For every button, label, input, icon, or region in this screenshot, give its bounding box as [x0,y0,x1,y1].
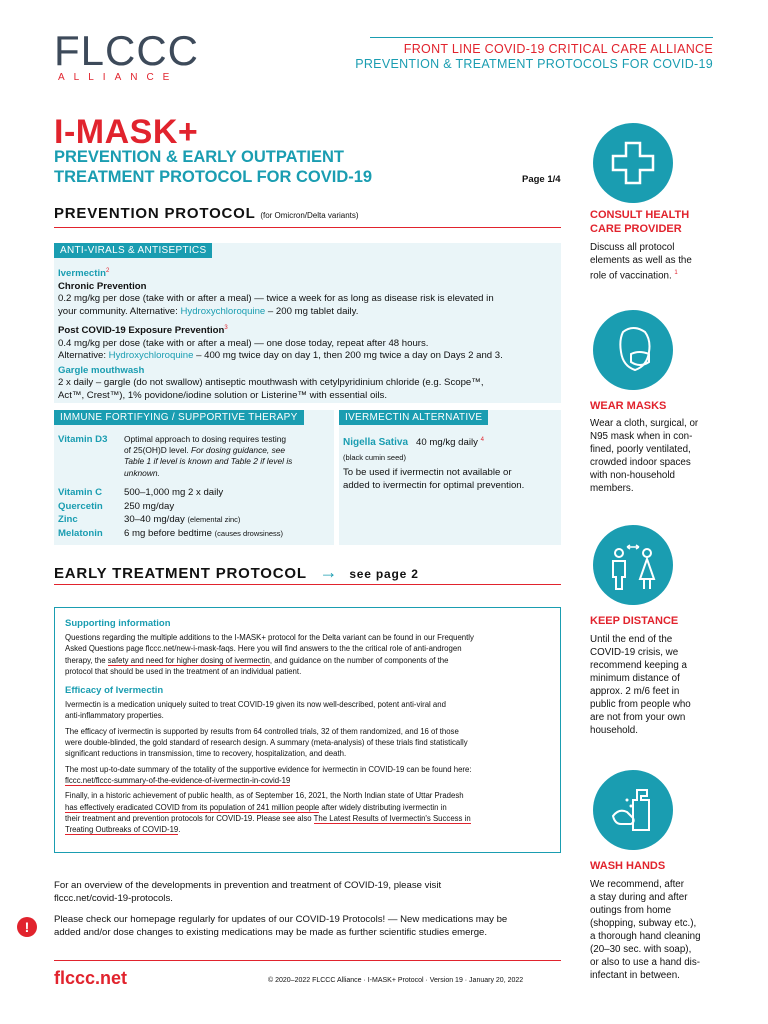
distance-line: household. [590,725,638,736]
chronic-line2a: your community. Alternative: [58,305,181,317]
trials-paragraph [65,726,555,760]
update-note [54,913,507,939]
masks-text [590,417,750,495]
distance-text [590,633,750,737]
arrow-right-icon: → [319,562,339,582]
p3-line1: The efficacy of ivermectin is supported by results from 64 controlled trials, 32 of them randomized, and 16 of those [65,726,459,736]
distance-heading: KEEP DISTANCE [590,615,679,627]
logo-subtitle: ALLIANCE [58,72,179,83]
supporting-info-paragraph [65,632,555,677]
efficacy-paragraph [65,699,555,722]
supporting-info-content [65,618,555,835]
header-divider [370,37,713,38]
supplement-row [58,513,332,527]
masks-line: members. [590,483,634,494]
efficacy-heading: Efficacy of Ivermectin [65,685,164,697]
wash-line: We recommend, after [590,879,685,890]
prevention-divider [54,227,561,228]
chronic-line2b: – 200 mg tablet daily. [265,305,359,317]
immune-panel [54,410,334,545]
supplement-list [58,486,332,540]
supplement-name: Zinc [58,514,78,525]
consult-line: role of vaccination. [590,270,672,282]
consult-line: elements as well as the [590,255,692,266]
wash-line: (shopping, subway etc.), [590,918,697,929]
consult-line: Discuss all protocol [590,242,675,253]
early-divider [54,584,561,585]
alternative-panel [339,410,561,545]
wash-line: infectant in between. [590,970,680,981]
safety-link[interactable]: safety and need for higher dosing of ivermectin [107,655,270,665]
doc-series: PREVENTION & TREATMENT PROTOCOLS FOR COVID-19 [355,57,713,71]
post-line1: 0.4 mg/kg per dose (take with or after a meal) — one dose today, repeat after 48 hours. [58,337,429,349]
wash-line: (20–30 sec. with soap), [590,944,692,955]
supplement-row [58,527,332,541]
update-line1: Please check our homepage regularly for updates of our COVID-19 Protocols! — New medications may be [54,914,508,925]
vitamin-d3-text [124,434,330,479]
chronic-line1: 0.2 mg/kg per dose (take with or after a meal) — twice a week for as long as disease risk is elevated in [58,293,494,305]
post-label-text: Post COVID-19 Exposure Prevention [58,325,225,337]
wash-line: outings from home [590,905,672,916]
p5-line4b: . [178,825,181,835]
consult-text [590,241,750,282]
post-alt-drug: Hydroxychloroquine [108,350,194,362]
supplement-dose: 30–40 mg/day [124,514,185,525]
vitd-line2 [124,445,330,456]
eradicated-link[interactable]: has effectively eradicated COVID from its population of 241 million people [65,802,320,812]
p5-line2b: after widely distributing ivermectin in [319,802,447,812]
post-line2a: Alternative: [58,350,109,362]
p1-line3a: therapy, the [65,655,108,665]
face-mask-icon [593,310,673,390]
antivirals-bar: ANTI-VIRALS & ANTISEPTICS [54,243,212,258]
prevention-heading-text: PREVENTION PROTOCOL [54,205,256,222]
supporting-info-box [54,607,561,853]
alt-line1: To be used if ivermectin not available or [343,467,512,479]
distance-line: recommend keeping a [590,660,687,671]
consult-heading [590,208,689,236]
gargle-label: Gargle mouthwash [58,364,145,376]
vitd-line4: unknown. [124,467,160,478]
vitd-line2a: of 25(OH)D level. [124,445,189,456]
post-line2 [58,350,558,363]
distance-line: approx. 2 m/6 feet in [590,686,680,697]
supporting-info-heading: Supporting information [65,618,171,629]
supplement-name: Vitamin C [58,487,103,498]
consult-title-line1: CONSULT HEALTH [590,209,690,221]
page-subtitle-line2: TREATMENT PROTOCOL FOR COVID-19 [54,168,373,186]
wash-text [590,878,750,982]
p5-line3a: their treatment and prevention protocols for COVID-19. Please see also [65,813,314,823]
page-title: I-MASK+ [54,113,199,151]
p3-line3: significant reductions in transmission, time to recovery, hospitalization, and death. [65,749,347,759]
update-line2: added and/or dose changes to existing medications may be made as further scientific studies emerge. [54,927,488,938]
p1-line3 [65,655,555,666]
consult-ref: 1 [674,270,678,276]
supplement-name: Quercetin [58,500,103,512]
supplement-note: (elemental zinc) [187,515,241,524]
early-treatment-heading [54,562,419,583]
alternative-bar: IVERMECTIN ALTERNATIVE [339,410,488,425]
overview-line1: For an overview of the developments in prevention and treatment of COVID-19, please visit [54,880,442,891]
chronic-line2 [58,306,558,319]
antivirals-content [58,265,558,402]
medical-cross-icon [593,123,673,203]
antivirals-panel [54,243,561,403]
page-subtitle-line1: PREVENTION & EARLY OUTPATIENT [54,148,345,166]
supplement-row [58,500,332,514]
latest-results-link-cont[interactable]: Treating Outbreaks of COVID-19 [65,825,179,835]
supplement-row [58,486,332,500]
prevention-heading [54,205,359,222]
logo [54,27,200,74]
distance-line: are not from your own [590,712,686,723]
alt-line2: added to ivermectin for optimal prevention. [343,479,525,491]
p2-line1: Ivermectin is a medication uniquely suited to treat COVID-19 given its now well-described, potent anti-viral and [65,700,446,710]
wash-line: a thorough hand cleaning [590,931,701,942]
uttar-pradesh-paragraph [65,790,555,835]
p3-line2: were double-blinded, the gold standard of research design. A summary (meta-analysis) of these trials find statistically [65,738,468,748]
supplement-name: Melatonin [58,527,103,539]
vitamin-d3-label: Vitamin D3 [58,434,108,445]
logo-text: FLCCC [54,27,200,74]
p1-line1: Questions regarding the multiple additions to the I-MASK+ protocol for the Delta variant can be found in our Frequently [65,633,474,642]
nigella-label: Nigella Sativa [343,437,409,449]
summary-paragraph [65,764,555,787]
distance-line: public from people who [590,699,691,710]
early-heading-text: EARLY TREATMENT PROTOCOL [54,565,307,582]
wash-heading: WASH HANDS [590,860,666,872]
p1-line4: protocol that should be used in the treatment of an individual patient. [65,666,302,676]
distance-line: Until the end of the [590,634,673,645]
supplement-dose: 500–1,000 mg 2 x daily [124,487,224,498]
gargle-line1: 2 x daily – gargle (do not swallow) antiseptic mouthwash with cetylpyridinium chloride (e.g. Scope™, [58,377,484,389]
wash-line: a stay during and after [590,892,688,903]
wash-hands-icon [593,770,673,850]
supplement-note: (causes drowsiness) [214,528,284,538]
masks-line: with non-household [590,470,675,481]
post-label [58,322,558,338]
distance-people-icon [593,525,673,605]
masks-line: fined, poorly ventilated, [590,444,691,455]
p2-line2: anti-inflammatory properties. [65,711,164,721]
masks-line: crowded indoor spaces [590,457,691,468]
p1-line3b: , and guidance on the number of components of the [269,655,449,665]
wash-line: or also to use a hand dis- [590,957,701,968]
consult-title-line2: CARE PROVIDER [590,223,682,235]
p5-line1: Finally, in a historic achievement of public health, as of September 16, 2021, the North Indian state of Uttar Pradesh [65,791,464,801]
distance-line: minimum distance of [590,673,680,684]
summary-link[interactable]: flccc.net/flccc-summary-of-the-evidence-of-ivermectin-in-covid-19 [65,775,291,785]
masks-line: N95 mask when in con- [590,431,693,442]
protocols-link[interactable]: flccc.net/covid-19-protocols. [54,893,173,904]
p1-line2: Asked Questions page flccc.net/new-i-mask-faqs. Here you will find answers to the the critical role of anti-androgen [65,644,462,654]
chronic-alt-drug: Hydroxychloroquine [180,305,266,317]
supplement-dose: 6 mg before bedtime [124,527,212,539]
alternative-content [343,434,558,492]
distance-line: COVID-19 crisis, we [590,647,679,658]
nigella-dose: 40 mg/kg daily [416,437,478,449]
post-line2b: – 400 mg twice day on day 1, then 200 mg twice a day on Days 2 and 3. [193,350,503,362]
org-name: FRONT LINE COVID-19 CRITICAL CARE ALLIANCE [403,42,713,56]
vitd-line1: Optimal approach to dosing requires testing [124,434,287,444]
alert-icon: ! [17,917,37,937]
ivermectin-label: Ivermectin [58,268,106,280]
supplement-dose: 250 mg/day [124,500,175,512]
page-number: Page 1/4 [522,174,561,185]
site-link[interactable]: flccc.net [54,968,128,988]
prevention-heading-note: (for Omicron/Delta variants) [260,211,359,220]
nigella-note: (black cumin seed) [343,452,406,462]
see-page-link[interactable]: see page 2 [349,567,419,581]
masks-line: Wear a cloth, surgical, or [590,418,699,429]
masks-heading: WEAR MASKS [590,400,667,412]
footer-divider [54,960,561,961]
immune-bar: IMMUNE FORTIFYING / SUPPORTIVE THERAPY [54,410,304,425]
ivermectin-ref: 2 [106,268,110,274]
post-ref: 3 [224,325,228,332]
latest-results-link[interactable]: The Latest Results of Ivermectin's Success in [313,813,471,823]
copyright: © 2020–2022 FLCCC Alliance · I-MASK+ Protocol · Version 19 · January 20, 2022 [268,977,524,984]
gargle-line2: Act™, Crest™), 1% povidone/iodine solution or Listerine™ with essential oils. [58,389,388,401]
vitd-line2i: For dosing guidance, see [188,445,286,456]
vitd-line3: Table 1 if level is known and Table 2 if level is [124,456,293,467]
p4-line1: The most up-to-date summary of the totality of the supportive evidence for ivermectin in COVID-19 can be found here: [65,764,472,774]
nigella-ref: 4 [480,437,484,443]
chronic-label: Chronic Prevention [58,280,147,292]
overview-note [54,879,441,905]
